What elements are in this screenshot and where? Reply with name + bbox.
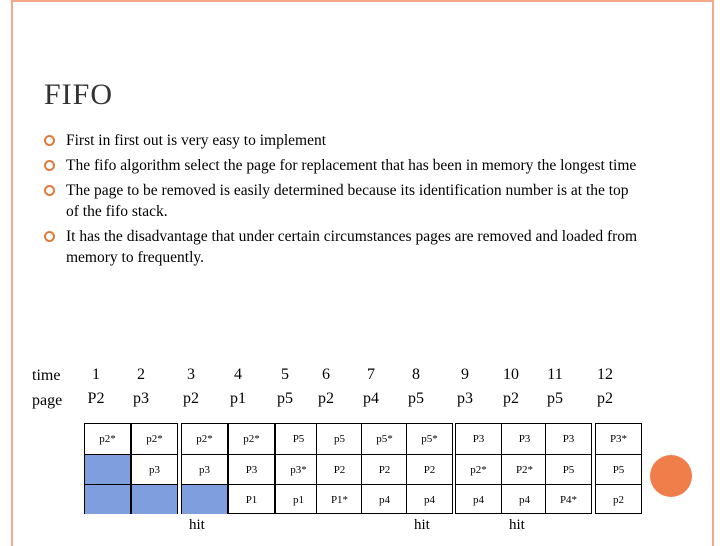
hit-label: hit bbox=[414, 517, 430, 533]
frame-slot: p4 bbox=[456, 484, 501, 514]
frame-slot: P5 bbox=[596, 454, 641, 484]
frame-slot: p2* bbox=[196, 433, 213, 445]
bullet-text: The fifo algorithm select the page for replacement that has been in memory the longest time bbox=[66, 157, 637, 174]
time-value: 9 bbox=[461, 366, 469, 383]
frame-slot: P2 bbox=[362, 454, 407, 484]
frame-slot: p2* bbox=[146, 433, 163, 445]
frame-slot: p2 bbox=[596, 484, 641, 514]
slide-border-left bbox=[11, 0, 13, 546]
frame-slot: p2* bbox=[456, 454, 501, 484]
time-row-label: time bbox=[32, 367, 61, 384]
page-row-label: page bbox=[32, 392, 63, 409]
frame-slot: p3 bbox=[182, 454, 227, 484]
frame-slot: P2* bbox=[502, 454, 547, 484]
time-value: 11 bbox=[547, 366, 563, 383]
page-reference: p5 bbox=[408, 390, 424, 407]
time-value: 12 bbox=[597, 366, 613, 383]
page-reference: p5 bbox=[547, 390, 563, 407]
time-value: 8 bbox=[412, 366, 420, 383]
bullet-circle-icon bbox=[44, 231, 55, 242]
frame-slot: P3 bbox=[472, 433, 485, 445]
time-value: 10 bbox=[503, 366, 519, 383]
frame-slot: p4 bbox=[502, 484, 547, 514]
page-reference: p3 bbox=[133, 390, 149, 407]
frame-slot: P1 bbox=[229, 484, 274, 514]
frame-slot: P5 bbox=[546, 454, 591, 484]
decorative-circle bbox=[650, 455, 692, 497]
frame-slot: P3 bbox=[518, 433, 531, 445]
bullet-circle-icon bbox=[44, 160, 55, 171]
frame-column bbox=[84, 423, 131, 514]
frame-column bbox=[228, 423, 275, 514]
frame-slot: p2* bbox=[99, 433, 116, 445]
time-value: 1 bbox=[92, 366, 100, 383]
time-value: 2 bbox=[137, 366, 145, 383]
frame-slot: P5 bbox=[292, 433, 305, 445]
frame-slot: p5* bbox=[376, 433, 393, 445]
frame-slot: p4 bbox=[362, 484, 407, 514]
slide-title: FIFO bbox=[44, 78, 114, 111]
frame-column bbox=[406, 423, 453, 514]
slide-border-right bbox=[712, 0, 714, 546]
time-value: 4 bbox=[234, 366, 242, 383]
frame-column bbox=[181, 423, 228, 514]
page-reference: p2 bbox=[503, 390, 519, 407]
frame-slot: p5* bbox=[421, 433, 438, 445]
frame-slot: P4* bbox=[546, 484, 591, 514]
hit-label: hit bbox=[509, 517, 525, 533]
page-reference: p5 bbox=[277, 390, 293, 407]
empty-frame-slot bbox=[85, 454, 130, 484]
page-reference: p3 bbox=[457, 390, 473, 407]
frame-column bbox=[595, 423, 642, 514]
frame-slot: p5 bbox=[334, 433, 345, 445]
frame-slot: P3 bbox=[562, 433, 575, 445]
empty-frame-slot bbox=[182, 484, 227, 514]
page-reference: P2 bbox=[87, 390, 105, 407]
page-reference: p1 bbox=[230, 390, 246, 407]
empty-frame-slot bbox=[85, 484, 130, 514]
time-value: 5 bbox=[281, 366, 289, 383]
frame-slot: P3 bbox=[229, 454, 274, 484]
frame-column bbox=[316, 423, 363, 514]
bullet-item bbox=[44, 180, 644, 222]
bullet-text: First in first out is very easy to implement bbox=[66, 132, 327, 149]
frame-slot: p3* bbox=[276, 454, 321, 484]
time-value: 3 bbox=[187, 366, 195, 383]
page-reference: p2 bbox=[318, 390, 334, 407]
frame-column bbox=[361, 423, 408, 514]
frame-slot: p1 bbox=[276, 484, 321, 514]
frame-slot: P1* bbox=[317, 484, 362, 514]
empty-frame-slot bbox=[132, 484, 177, 514]
bullet-item bbox=[44, 226, 644, 268]
hit-label: hit bbox=[189, 517, 205, 533]
frame-slot: P2 bbox=[407, 454, 452, 484]
bullet-text: The page to be removed is easily determined because its identification number is at the top of the fifo stack. bbox=[66, 182, 629, 220]
frame-slot: P3* bbox=[609, 433, 628, 445]
frame-slot: P2 bbox=[317, 454, 362, 484]
frame-column bbox=[501, 423, 548, 514]
frame-slot: p3 bbox=[132, 454, 177, 484]
frame-column bbox=[545, 423, 592, 514]
bullet-circle-icon bbox=[44, 135, 55, 146]
time-value: 6 bbox=[322, 366, 330, 383]
frame-column bbox=[275, 423, 322, 514]
time-value: 7 bbox=[367, 366, 375, 383]
page-reference: p2 bbox=[183, 390, 199, 407]
slide-border-top bbox=[11, 0, 714, 2]
page-reference: p4 bbox=[363, 390, 379, 407]
bullet-item bbox=[44, 155, 644, 176]
bullet-item bbox=[44, 130, 644, 151]
frame-slot: p2* bbox=[243, 433, 260, 445]
frame-column bbox=[455, 423, 502, 514]
bullet-text: It has the disadvantage that under certain circumstances pages are removed and loaded from memory to frequently. bbox=[66, 228, 638, 266]
bullet-list bbox=[44, 130, 644, 272]
page-reference: p2 bbox=[597, 390, 613, 407]
bullet-circle-icon bbox=[44, 185, 55, 196]
frame-slot: p4 bbox=[407, 484, 452, 514]
frame-column bbox=[131, 423, 178, 514]
